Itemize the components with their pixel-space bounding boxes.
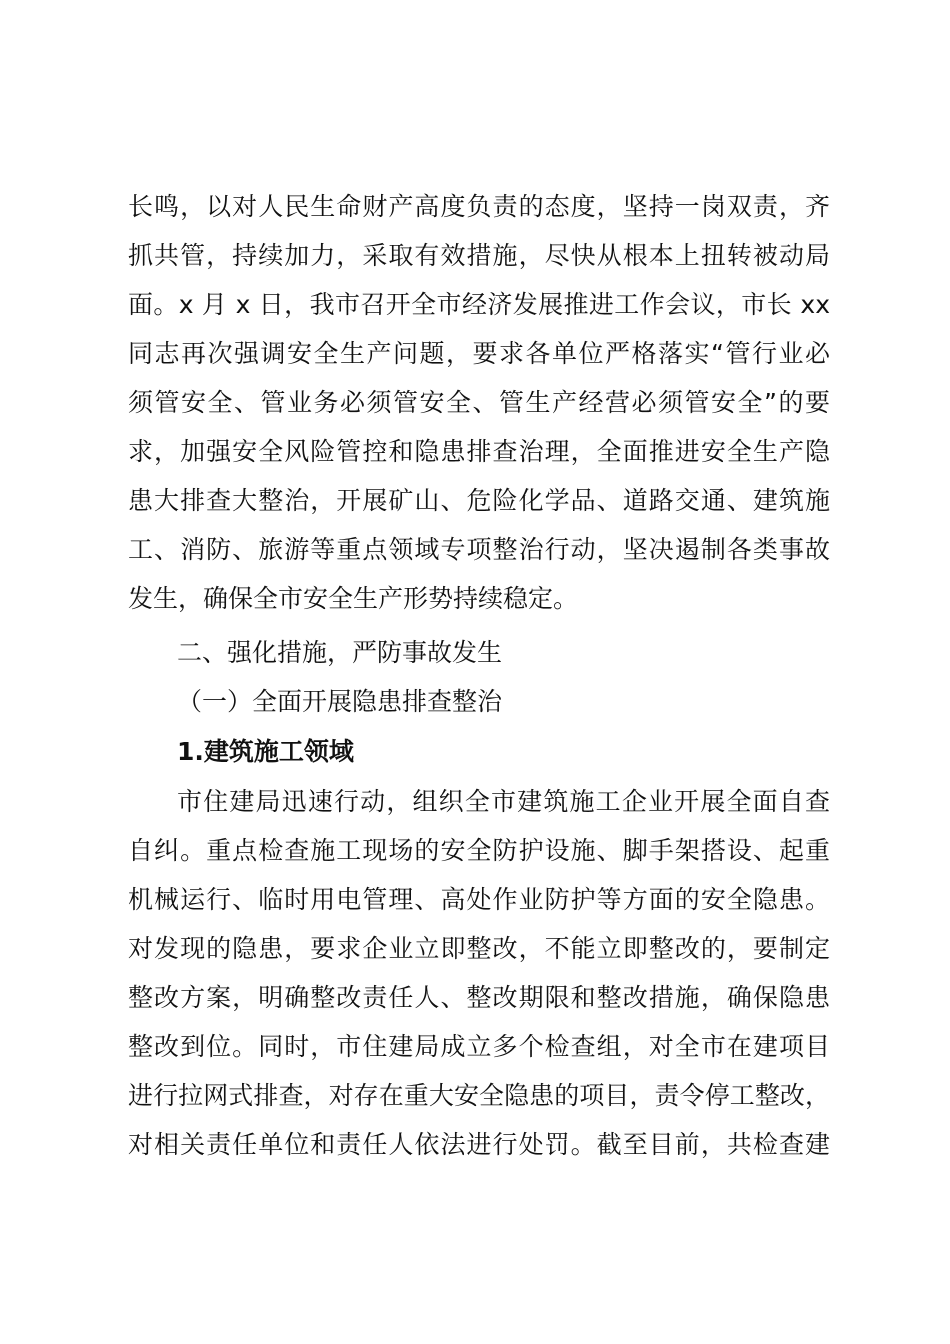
- paragraph-line: 整改方案，明确整改责任人、整改期限和整改措施，确保隐患: [128, 983, 830, 1012]
- paragraph-line: 发生，确保全市安全生产形势持续稳定。: [128, 584, 579, 613]
- paragraph-line: 同志再次强调安全生产问题，要求各单位严格落实“管行业必: [128, 339, 830, 368]
- paragraph-line: 长鸣，以对人民生命财产高度负责的态度，坚持一岗双责，齐: [128, 192, 830, 221]
- subsection-heading: （一）全面开展隐患排查整治: [177, 687, 503, 716]
- paragraph-line: 对发现的隐患，要求企业立即整改，不能立即整改的，要制定: [128, 934, 830, 963]
- paragraph-line: 须管安全、管业务必须管安全、管生产经营必须管安全”的要: [128, 388, 830, 417]
- paragraph-line: 工、消防、旅游等重点领域专项整治行动，坚决遏制各类事故: [128, 535, 830, 564]
- section-heading: 二、强化措施，严防事故发生: [177, 638, 503, 667]
- paragraph-line: 求，加强安全风险管控和隐患排查治理，全面推进安全生产隐: [128, 437, 830, 466]
- paragraph-line: 对相关责任单位和责任人依法进行处罚。截至目前，共检查建: [128, 1130, 830, 1159]
- paragraph-line: 机械运行、临时用电管理、高处作业防护等方面的安全隐患。: [128, 885, 830, 914]
- paragraph-line: 面。x 月 x 日，我市召开全市经济发展推进工作会议，市长 xx: [128, 290, 830, 319]
- paragraph-line: 抓共管，持续加力，采取有效措施，尽快从根本上扭转被动局: [128, 241, 830, 270]
- paragraph-line: 进行拉网式排查，对存在重大安全隐患的项目，责令停工整改，: [128, 1081, 830, 1110]
- paragraph-line: 自纠。重点检查施工现场的安全防护设施、脚手架搭设、起重: [128, 836, 830, 865]
- paragraph-line: 市住建局迅速行动，组织全市建筑施工企业开展全面自查: [177, 787, 830, 816]
- item-heading: 1.建筑施工领域: [177, 737, 354, 766]
- paragraph-line: 患大排查大整治，开展矿山、危险化学品、道路交通、建筑施: [128, 486, 830, 515]
- paragraph-line: 整改到位。同时，市住建局成立多个检查组，对全市在建项目: [128, 1032, 830, 1061]
